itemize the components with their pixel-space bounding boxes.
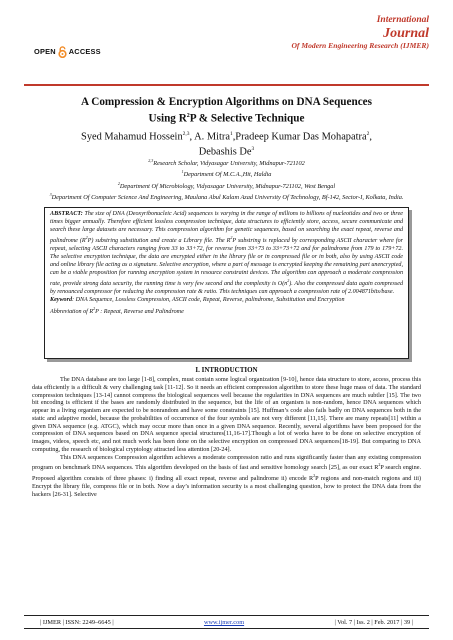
abstract-box	[44, 207, 409, 359]
open-access-lock-icon	[58, 46, 67, 58]
author-list: Syed Mahamud Hossein$^{2,3}$, A. Mitra$^1$,Pradeep Kumar Das Mohapatra$^2$, Debashis De$^3$	[81, 131, 372, 158]
journal-masthead	[291, 14, 429, 51]
journal-line-1: International	[376, 15, 429, 25]
affiliations	[24, 157, 429, 203]
keywords-label: Keyword	[50, 297, 73, 304]
paragraph: The DNA database are too large [1-8], complex, must contain some logical organization [9-10], hence data structure to store, access, process this data efficiently is a difficult & very challenging task [11-12]. So it needs an efficient compression algorithm to store these huge mass of data. The standard compression techniques [13-14] cannot compress the biological sequences well because the regularities in DNA sequences are much subtler [15]. The two bit encoding is efficient if the bases are randomly distributed in the sequence, but the life of an organism is non-random, hence DNA sequences which appear in a living organism are expected to be nonrandom and have some constraints [15]. Huffman’s code also fails badly on DNA sequences both in the static and adaptive model, because the probabilities of occurrence of the four symbols are not very different [11,15]. There are many repeats[11] within a given DNA sequence (e.g. ATGC), which may occur more than once in a given DNA sequence. Recently, several algorithms have been proposed for the compression of DNA sequences based on DNA sequence special structures[11,16-17].Though a lot of works have to be done on selective encryption of images, videos, speech etc, and not much work has been done on the selective encryption on compressed DNA sequences[18-19]. But comparing to DNA computing, the research of biological cryptology attracted less attention [20-24].	[32, 376, 421, 453]
author-name: Pradeep Kumar Das Mohapatra	[235, 131, 367, 143]
affiliation: $^3$Department Of Computer Science And Engineering, Maulana Abul Kalam Azad University Of Technology, Bf-142, Sector-I, Kolkata, India.	[49, 192, 404, 202]
page-header	[0, 0, 453, 92]
journal-line-3: Of Modern Engineering Research (IJMER)	[291, 41, 429, 50]
author-name: Syed Mahamud Hossein	[81, 131, 183, 143]
section-heading-introduction: I. INTRODUCTION	[195, 366, 258, 374]
affiliation: $^1$Department Of M.C.A.,Hit, Haldia	[181, 169, 272, 179]
abstract-text: ABSTRACT: The size of DNA (Deoxyribonucleic Acid) sequences is varying in the range of millions to billions of nucleotides and two or three times bigger annually. Therefore efficient lossless compression technique, data structures to efficiently store, access, secure communicate and search these large datasets are necessary. This compression algorithm for genetic sequences, based on searching the exact repeat, reverse and palindrome $(R^2P)$ substring substitution and create a Library file. The $R^2P$ substring is replaced by corresponding ASCII character where for repeat, selecting ASCII characters ranging from 33 to 33+72, for reverse from 33+73 to 33+73+72 and for palindrome from 179 to 179+72. The selective encryption technique, the data are encrypted either in the library file or in compressed file or in both, also by using ASCII code and online library file acting as a signature. Selective encryption, where a part of message is encrypted keeping the remaining part unencrypted, can be a viable proposition for running encryption system in resource constraint devices. The algorithm can approach a moderate compression rate, provide strong data security, the running time is very few second and the complexity is $O(n^2)$. Also the compressed data again compressed by renounced compressor for reducing the compression rate & ratio. This techniques can approach a compression rate of 2.004871bits/base.	[50, 211, 404, 296]
footer-volume: | Vol. 7 | Iss. 2 | Feb. 2017 | 39 |	[334, 619, 413, 626]
affiliation: $^{2,3}$Research Scholar, Vidyasagar University, Midnapur-721102	[148, 158, 305, 168]
journal-website-link[interactable]: www.ijmer.com	[203, 619, 245, 626]
journal-line-2: Journal	[383, 26, 429, 41]
page-footer	[24, 615, 429, 629]
footer-issn: | IJMER | ISSN: 2249–6645 |	[40, 619, 114, 626]
affiliation: $^2$Department Of Microbiology, Vidyasagar University, Midnapur-721102, West Bengal	[117, 180, 336, 190]
introduction-body	[32, 376, 421, 498]
header-rule	[24, 84, 429, 86]
paragraph: This DNA sequences Compression algorithm achieves a moderate compression ratio and runs significantly faster than any existing compression program on benchmark DNA sequences. This algorithm developed on the basis of fast and sensitive homology search [25], as our exact $R^2P$ search engine. Proposed algorithm consists of three phases: i) finding all exact repeat, reverse and palindrome ii) encode $R^2P$ regions and non-match regions and iii) Encrypt the library file, compress file or in both. Now a day’s information security is a most challenging question, how to protect the DNA data from the hackers [26-31]. Selective	[32, 453, 422, 498]
oa-access-text: ACCESS	[68, 46, 101, 56]
paper-title	[30, 95, 423, 126]
oa-open-text: OPEN	[34, 46, 56, 56]
abbreviation: Abbreviation of $R^2P$ : Repeat, Reverse and Palindrome	[50, 305, 184, 315]
author-name: Debashis De	[198, 146, 252, 158]
open-access-logo	[34, 46, 101, 58]
author-name: A. Mitra	[194, 131, 230, 143]
keywords: Keyword: DNA Sequence, Lossless Compression, ASCII code, Repeat, Reverse, palindrome, Substitution and Encryption	[50, 297, 345, 304]
abstract-label: ABSTRACT:	[50, 211, 83, 217]
title-line-1: A Compression & Encryption Algorithms on DNA Sequences	[80, 96, 372, 108]
title-line-2: Using $R^2P$ & Selective Technique	[148, 112, 305, 125]
